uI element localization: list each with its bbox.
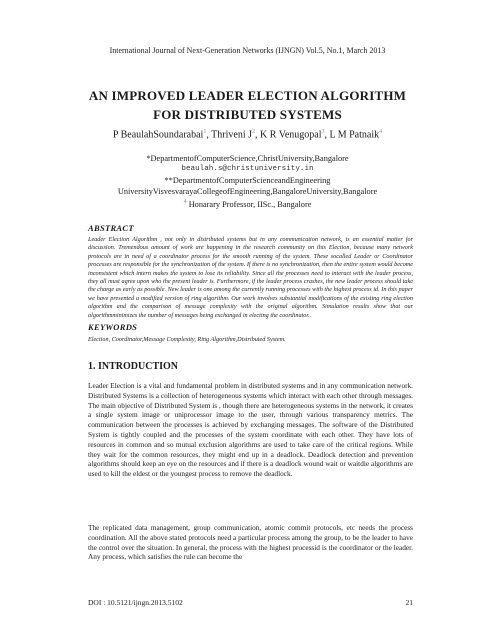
affiliation-line-4: UniversityVisvesvarayaCollegeofEngineering,BangaloreUniversity,Bangalore bbox=[117, 187, 378, 196]
title-line-2: FOR DISTRIBUTED SYSTEMS bbox=[153, 107, 342, 122]
paper-title bbox=[60, 86, 435, 124]
author-separator: , bbox=[324, 129, 330, 141]
affiliation-mark: 4 bbox=[183, 199, 187, 205]
affiliation-line-1: *DepartmentofComputerScience,ChristUniversity,Bangalore bbox=[146, 154, 349, 163]
section-heading-introduction: 1. INTRODUCTION bbox=[88, 361, 179, 372]
author-mark: 3 bbox=[321, 129, 325, 135]
intro-paragraph-1: Leader Election is a vital and fundamental problem in distributed systems and in any communication network. Distributed Systems is a collection of heterogeneous systems which interact with each other through messages. The main objective of Distributed System is , though there are heterogeneous systems in the network, it creates a single system image or uniprocessor image to the user, through various transparency metrics. The communication between the processes is achieved by exchanging messages. The software of the Distributed System is tightly coupled and the processes of the system coordinate with each other. They have lots of resources in common and so mutual exclusion algorithms are used to take care of the critical regions. While they wait for the common resources, they might end up in a deadlock. Deadlock detection and prevention algorithms should keep an eye on the resources and if there is a deadlock wound wait or waitdie algorithms are used to kill the eldest or the youngest process to remove the deadlock. bbox=[88, 381, 413, 479]
footer-doi: DOI : 10.5121/ijngn.2013.5102 bbox=[88, 598, 183, 607]
page-number: 21 bbox=[405, 598, 413, 607]
author-name: K R Venugopal bbox=[260, 129, 322, 141]
keywords-text: Election, Coordinator,Message Complexity, Ring Algorithm,Distributed System. bbox=[88, 336, 286, 343]
title-line-1: AN IMPROVED LEADER ELECTION ALGORITHM bbox=[88, 88, 407, 103]
author-separator: , bbox=[255, 129, 260, 141]
author-name: Thriveni J bbox=[211, 129, 252, 141]
author-email: beaulah.s@christuniversity.in bbox=[181, 165, 314, 173]
author-mark: 1 bbox=[203, 129, 207, 135]
author-mark: 2 bbox=[252, 129, 255, 135]
affiliation-line-5 bbox=[60, 197, 435, 210]
journal-header: International Journal of Next-Generation Networks (IJNGN) Vol.5, No.1, March 2013 bbox=[109, 46, 386, 55]
author-separator: , bbox=[206, 129, 212, 141]
abstract-heading: ABSTRACT bbox=[88, 223, 134, 233]
affiliation-line-3: **DepartmentofComputerScienceandEngineering bbox=[164, 176, 331, 185]
author-name: L M Patnaik bbox=[329, 129, 380, 141]
affiliation-text: Honarary Professor, IISc., Bangalore bbox=[188, 199, 312, 209]
author-name: P BeaulahSoundarabai bbox=[112, 129, 204, 141]
author-mark: 4 bbox=[379, 129, 383, 135]
keywords-heading: KEYWORDS bbox=[88, 322, 138, 332]
intro-paragraph-2: The replicated data management, group communication, atomic commit protocols, etc needs the process coordination. All the above stated protocols need a particular process among the group, to be the leader to have the control over the situation. In general, the process with the highest processid is the coordinator or the leader. Any process, which satisfies the rule can become the bbox=[88, 523, 413, 562]
author-list bbox=[40, 129, 455, 140]
abstract-text: Leader Election Algorithm , not only in distributed systems but in any communication network, is an essential matter for discussion. Tremendous amount of work are happening in the research community on this Election, because many network protocols are in need of a coordinator process for the smooth running of the system. These socalled Leader or Coordinator processes are responsible for the synchronization of the system. If there is no synchronization, then the entire system would become inconsistent which intern makes the system to lose its reliability. Since all the processes need to interact with the leader process, they all must agree upon who the present leader is. Furthermore, if the leader process crashes, the new leader process should take the charge as early as possible. New leader is one among the currently running processes with the highest process id. In this paper we have presented a modified version of ring algorithm. Our work involves substantial modifications of the existing ring election algorithm and the comparison of message complexity with the original algorithm. Simulation results show that our algorithmminimizes the number of messages being exchanged in electing the coordinator.. bbox=[88, 236, 413, 319]
